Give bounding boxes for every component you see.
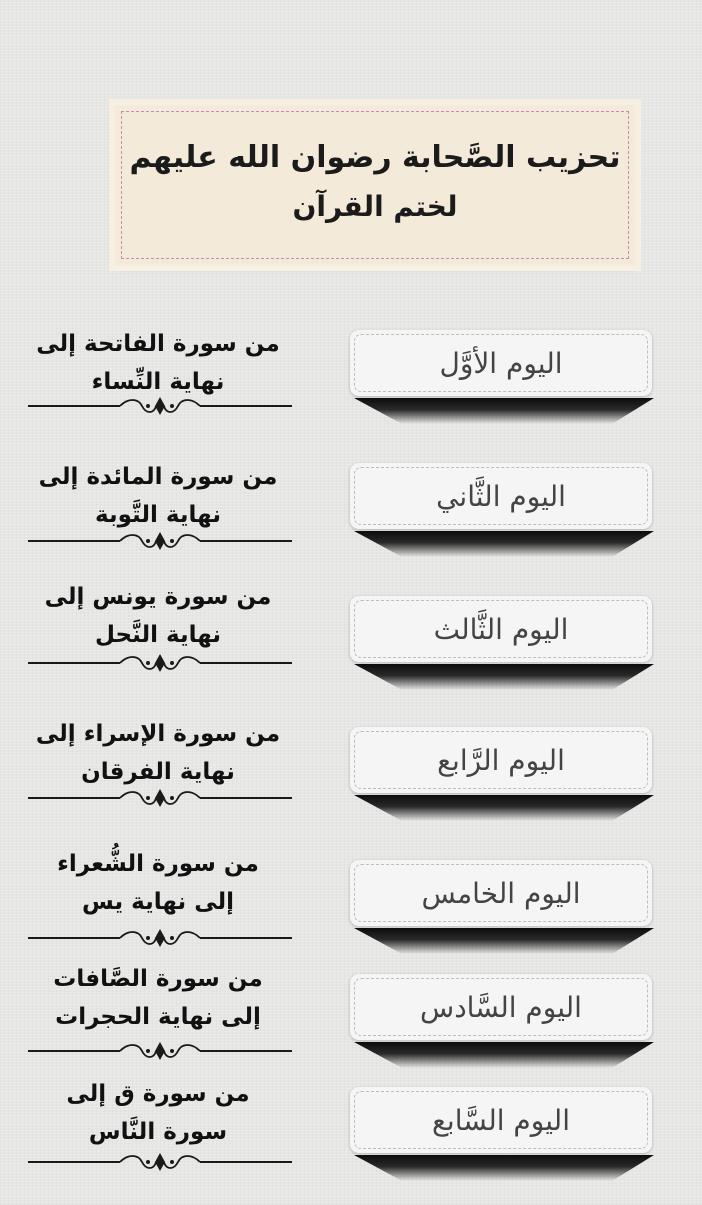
- day-box-shadow: [354, 795, 654, 821]
- ornament-divider: [28, 652, 292, 674]
- day-3-description-line-1: من سورة يونس إلى: [44, 584, 272, 610]
- day-row-3: [0, 578, 702, 708]
- day-7-description-line-1: من سورة ق إلى: [66, 1081, 250, 1107]
- day-7-box[interactable]: [350, 1087, 652, 1153]
- title-line-2: لختم القرآن: [292, 190, 458, 223]
- day-row-1: [0, 325, 702, 455]
- day-5-description-line-2: إلى نهاية يس: [82, 889, 234, 915]
- day-4-description-line-2: نهاية الفرقان: [81, 759, 235, 785]
- ornament-divider: [28, 927, 292, 949]
- day-row-2: [0, 458, 702, 588]
- ornament-divider-icon: [28, 1040, 292, 1062]
- day-7-description-line-2: سورة النَّاس: [88, 1119, 228, 1145]
- day-7-label: اليوم السَّابع: [432, 1103, 570, 1137]
- ornament-divider-icon: [28, 530, 292, 552]
- day-row-4: [0, 715, 702, 845]
- ornament-divider: [28, 1151, 292, 1173]
- day-2-label: اليوم الثَّاني: [436, 479, 566, 513]
- ornament-divider-icon: [28, 927, 292, 949]
- day-6-description-line-1: من سورة الصَّافات: [53, 966, 263, 992]
- day-box-shadow: [354, 398, 654, 424]
- day-2-description: [28, 458, 288, 534]
- day-1-box[interactable]: [350, 330, 652, 396]
- day-box-shadow: [354, 928, 654, 954]
- day-5-label: اليوم الخامس: [421, 876, 581, 910]
- day-box-shadow: [354, 1042, 654, 1068]
- day-1-description-line-1: من سورة الفاتحة إلى: [36, 331, 280, 357]
- day-1-description-line-2: نهاية النِّساء: [91, 369, 225, 395]
- day-4-description-line-1: من سورة الإسراء إلى: [35, 721, 281, 747]
- day-1-description: [28, 325, 288, 401]
- day-4-box[interactable]: [350, 727, 652, 793]
- day-1-label: اليوم الأوَّل: [439, 346, 563, 380]
- day-5-box[interactable]: [350, 860, 652, 926]
- day-row-5: [0, 845, 702, 975]
- day-box-shadow: [354, 1155, 654, 1181]
- day-7-description: [28, 1075, 288, 1151]
- day-3-label: اليوم الثَّالث: [433, 612, 569, 646]
- day-5-description-line-1: من سورة الشُّعراء: [57, 851, 259, 877]
- day-6-box[interactable]: [350, 974, 652, 1040]
- day-2-description-line-1: من سورة المائدة إلى: [38, 464, 278, 490]
- title-card: [115, 105, 635, 265]
- ornament-divider-icon: [28, 787, 292, 809]
- ornament-divider-icon: [28, 395, 292, 417]
- day-6-label: اليوم السَّادس: [420, 990, 582, 1024]
- day-6-description-line-2: إلى نهاية الحجرات: [55, 1004, 261, 1030]
- ornament-divider-icon: [28, 1151, 292, 1173]
- title-line-1: تحزيب الصَّحابة رضوان الله عليهم: [129, 140, 621, 175]
- ornament-divider-icon: [28, 652, 292, 674]
- day-row-6: [0, 960, 702, 1090]
- ornament-divider: [28, 787, 292, 809]
- day-5-description: [28, 845, 288, 921]
- ornament-divider: [28, 395, 292, 417]
- day-4-label: اليوم الرَّابع: [437, 743, 565, 777]
- day-3-description: [28, 578, 288, 654]
- day-2-box[interactable]: [350, 463, 652, 529]
- day-box-shadow: [354, 664, 654, 690]
- title-card-stitch-border: [121, 111, 629, 259]
- ornament-divider: [28, 530, 292, 552]
- ornament-divider: [28, 1040, 292, 1062]
- day-box-shadow: [354, 531, 654, 557]
- day-row-7: [0, 1075, 702, 1205]
- day-2-description-line-2: نهاية التَّوبة: [95, 502, 221, 528]
- day-3-description-line-2: نهاية النَّحل: [94, 622, 222, 648]
- day-4-description: [28, 715, 288, 791]
- day-3-box[interactable]: [350, 596, 652, 662]
- day-6-description: [28, 960, 288, 1036]
